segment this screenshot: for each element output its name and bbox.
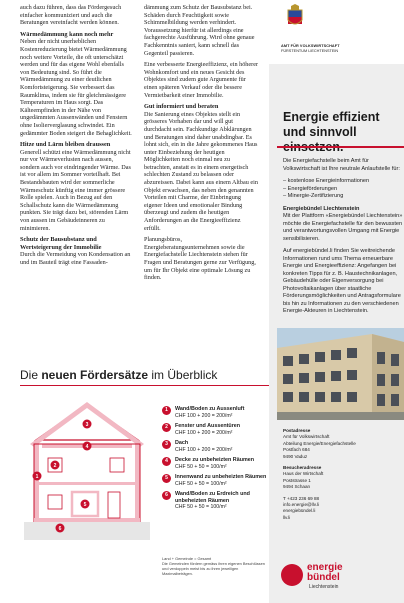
address-line: Amt für Volkswirtschaft (283, 434, 330, 440)
agency-name: AMT FÜR VOLKSWIRTSCHAFT (281, 44, 340, 48)
contact-block (283, 428, 401, 521)
rates-section-title (20, 368, 217, 382)
rate-number-badge: 6 (162, 491, 171, 500)
window (48, 495, 62, 509)
text-column-1 (20, 4, 134, 271)
svg-text:1: 1 (35, 474, 39, 480)
sidebar-headline: Energie effizient und sinnvoll (283, 110, 380, 139)
rate-value: CHF 50 + 50 = 100/m² (175, 480, 227, 487)
coat-of-arms-icon (287, 4, 303, 28)
paragraph: dämmung zum Schutz der Bausubstanz bei. Schäden durch Feuchtigkeit sowie Schimmelbildung werden verhindert. Voraussetzung hierfür ist allerdings eine fachgerechte Ausführung. Wird ohne genaue Fachkenntnis saniert, kann schnell das Gegenteil passieren. (144, 4, 255, 57)
logo-text: bündel (307, 572, 340, 583)
address-line: 9494 Schaan (283, 484, 311, 490)
rate-label: Dach (175, 440, 189, 446)
text-column-2 (144, 4, 258, 286)
service-item: – Energieförderungen (283, 185, 338, 192)
rate-label: Fenster und Aussentüren (175, 423, 241, 429)
paragraph: Eine verbesserte Energieeffizienz, ein höherer Wohnkomfort und ein neues Gesicht des Objektes sind zudem gute Argumente für einen späteren Verkauf oder die bessere Vermietbarkeit einer Immobilie. (144, 61, 259, 99)
rate-number-badge: 3 (162, 440, 171, 449)
logo-mark-icon (281, 564, 303, 586)
agency-country: FÜRSTENTUM LIECHTENSTEIN (281, 49, 339, 53)
sidebar-intro: Die Energiefachstelle beim Amt für Volkswirtschaft ist Ihre neutrale Anlaufstelle für: (283, 158, 400, 172)
left-wall (34, 444, 39, 522)
paragraph: Neben der nicht unerheblichen Kostenreduzierung bietet Wärmedämmung noch weitere Vorteile, die oft unterschätzt werden und für das eigene Wohl ebenfalls von Bedeutung sind. So führt die Wärmedämmung zu einer deutlichen Komfortsteigerung. Sie verbessert das Raumklima, indem sie für gleichmässigere Temperaturen im Haus sorgt. Das Kälteempfinden in der Nähe von ungedämmten Aussenwänden und Fenstern ohne Isolierverglasung schwindet. Ein gedämmter Boden steigert die Behaglichkeit. (20, 38, 132, 137)
rate-value: CHF 100 + 200 = 200/m² (175, 429, 233, 436)
rate-label: Wand/Boden zu Erdreich und unbeheizten Räumen (175, 491, 250, 504)
postal-heading: Postadresse (283, 428, 311, 433)
paragraph: Planungsbüros, Energieberatungsunternehmen sowie die Energiefachstelle Liechtenstein stehen für Fragen und Beratungen gerne zur Verfügung, um für Ihr Objekt eine optimale Lösung zu finden. (144, 236, 256, 282)
service-item: – Minergie-Zertifizierung (283, 193, 344, 199)
address-line: Poststrasse 1 (283, 477, 311, 483)
agency-logo-area (269, 0, 404, 64)
website-link[interactable]: energiebündel.li (283, 508, 316, 514)
rate-item (162, 406, 270, 419)
title-part-bold: neuen Fördersätze (41, 368, 149, 382)
address-line: 9490 Vaduz (283, 453, 308, 459)
rate-item (162, 474, 270, 487)
rate-number-badge: 1 (162, 406, 171, 415)
ground (24, 522, 150, 540)
address-line: Postfach 684 (283, 447, 310, 453)
basement-ceiling (34, 518, 140, 522)
paragraph: Durch die Vermeidung von Kondensation an und im Bauteil trägt eine Fassaden- (20, 251, 131, 266)
logo-subtext: Liechtenstein (309, 584, 339, 590)
floor-divider (39, 482, 135, 485)
address-line: Abteilung Energie/Energiefachstelle (283, 440, 356, 446)
svg-text:5: 5 (83, 502, 87, 508)
rate-number-badge: 4 (162, 457, 171, 466)
svg-text:6: 6 (58, 526, 62, 532)
rate-label: Decke zu unbeheizten Räumen (175, 457, 255, 463)
section-heading: Hitze und Lärm bleiben draussen (20, 141, 111, 149)
rate-number-badge: 2 (162, 423, 171, 432)
visitor-heading: Besucheradresse (283, 465, 322, 471)
section-heading: Wärmedämmung kann noch mehr (20, 30, 114, 38)
paragraph: auch dazu führen, dass das Fördergesuch einfacher kommuniziert und auch die Beratungen vereinfacht werden können. (20, 4, 122, 27)
rate-item (162, 457, 270, 470)
rate-value: CHF 50 + 50 = 100/m² (175, 463, 227, 470)
door (108, 492, 120, 518)
service-item: – kostenlose Energieinformationen (283, 178, 370, 184)
rate-value: CHF 100 + 200 = 200/m² (175, 446, 233, 453)
rate-number-badge: 5 (162, 474, 171, 483)
section-heading: Gut informiert und beraten (144, 103, 219, 111)
rate-value: CHF 100 + 200 = 200/m² (175, 412, 233, 419)
title-part: im Überblick (148, 368, 218, 382)
rate-label: Wand/Boden zu Aussenluft (175, 406, 245, 412)
window (110, 458, 124, 472)
divider (20, 385, 269, 386)
sidebar-body (283, 158, 404, 321)
building-photo (277, 328, 404, 420)
logo-text: energie (307, 562, 343, 573)
address-line: Haus der Wirtschaft (283, 471, 324, 477)
divider (277, 146, 404, 148)
sidebar-paragraph: Auf energiebündel.li finden Sie weitreichende Informationen rund ums Thema erneuerbare Energie und Energieeffizienz: Angefangen bei konkreten Tipps für z. B. Haustechnikanlagen, Gebäudehülle oder Eigenversorgung bei Photovoltaikanlagen über staatliche Förderungsmöglichkeiten und Antragsformulare bis hin zu Informationen zu den verschiedenen Energie-Akteuren in Liechtenstein. (283, 248, 401, 314)
sidebar-paragraph: Mit der Plattform «Energiebündel Liechtenstein» möchte die Energiefachstelle für den bewussten und verantwortungsvollen Umgang mit Energie sensibilisieren. (283, 213, 403, 242)
svg-text:3: 3 (85, 422, 89, 428)
rate-item (162, 491, 270, 511)
svg-text:4: 4 (85, 444, 89, 450)
email-link[interactable]: info.energie@llv.li (283, 502, 319, 508)
title-part: Die (20, 368, 42, 382)
rate-value: CHF 50 + 50 = 100/m² (175, 504, 227, 510)
sidebar (269, 0, 404, 603)
rates-legend: Land + Gemeinde = Gesamt Die Gemeinden fördern gemäss ihren eigenen Beschlüssen und verdoppeln meist bis zu ihren jeweiligen Maximalbeträgen. (162, 556, 265, 576)
paragraph: Generell schützt eine Wärmedämmung nicht nur vor Wärmeverlusten nach aussen, sondern auch vor eindringender Wärme. Das ist vor allem im Sommer vorteilhaft. Bei Bestandsbauten wird der sommerliche Wärmeschutz künftig eine immer grössere Rolle spielen. Auch in Bezug auf den Schallschutz kann die Wärmedämmung punkten. Sie trägt dazu bei, störenden Lärm von aussen im Gebäudeinneren zu minimieren. (20, 148, 131, 232)
house-diagram (20, 400, 154, 544)
sidebar-subheading: Energiebündel Liechtenstein (283, 205, 360, 212)
phone: T +423 236 69 88 (283, 495, 320, 501)
rate-item (162, 440, 270, 453)
website-link[interactable]: llv.li (283, 514, 291, 520)
paragraph: Die Sanierung eines Objektes stellt ein grösseres Vorhaben dar und will gut durchdacht sein. Fachkundige Abklärungen und Beratungen sind daher unabdingbar. Es lohnt sich, ein in die Jahre gekommenes Haus unter Einbeziehung der heutigen Möglichkeiten noch einmal neu zu betrachten, anstatt es in einem energetisch schlechten Zustand zu belassen oder abzureissen. Dabei kann aus einem Altbau ein Objekt erwachsen, das neben den genannten Vorteilen mit Charme, der Einbringung eigener Ideen und emotionaler Bindung überzeugt und zudem die heutigen Anforderungen an die Energieeffizienz erfüllt. (144, 110, 258, 232)
rates-list (162, 406, 270, 515)
energiebuendel-logo (281, 560, 391, 596)
svg-text:2: 2 (53, 463, 57, 469)
section-heading: Schutz der Bausubstanz und Wertsteigerung der Immobilie (20, 236, 102, 251)
rate-item (162, 423, 270, 436)
right-wall (135, 444, 140, 522)
rate-label: Innenwand zu unbeheizten Räumen (175, 474, 267, 480)
